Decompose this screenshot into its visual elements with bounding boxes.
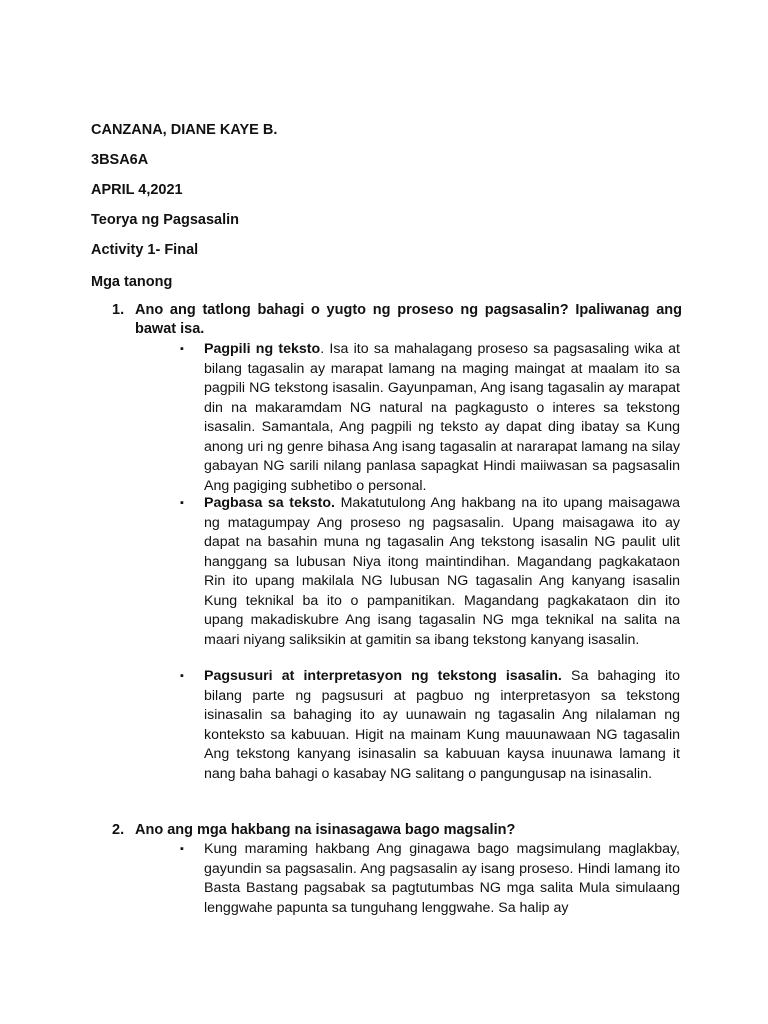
questions-heading: Mga tanong	[91, 274, 173, 290]
bullet-lead: Pagpili ng teksto	[204, 341, 321, 357]
subject-title: Teorya ng Pagsasalin	[91, 212, 240, 228]
bullet-marker-icon: ▪	[180, 497, 184, 509]
bullet-body: Sa bahaging ito bilang parte ng pagsusuri at pagbuo ng interpretasyon sa tekstong isinasalin sa bahaging ito ay uunawain ng tagasalin Ang nilalaman ng konteksto sa kabuuan. Higit na mainam Kung mauunawaan NG tagasalin Ang tekstong kanyang isinasalin sa kabuuan kaysa inuunawa lamang it nang baha bahagi o kasabay NG salitang o pangungusap na isinasalin.	[204, 668, 680, 782]
question-number: 2.	[112, 822, 125, 838]
question-number: 1.	[112, 302, 125, 318]
bullet-marker-icon: ▪	[180, 843, 184, 855]
question-text: Ano ang tatlong bahagi o yugto ng proseso ng pagsasalin? Ipaliwanag ang bawat isa.	[135, 302, 682, 337]
bullet-lead: Pagsusuri at interpretasyon ng tekstong isasalin.	[204, 668, 562, 684]
bullet-body: . Isa ito sa mahalagang proseso sa pagsasaling wika at bilang tagasalin ay marapat lamang na maging maingat at maalam ito sa pagpili NG tekstong isasalin. Gayunpaman, Ang isang tagasalin ay marapat din na makaramdam NG natural na pagkagusto o interes sa tekstong isasalin. Samantala, Ang pagpili ng teksto ay dapat ding ibatay sa Kung anong uri ng genre bihasa Ang isang tagasalin at nararapat lamang na silay gabayan NG sarili nilang panlasa sapagkat Hindi maiiwasan sa pagsasalin Ang pagiging subhetibo o personal.	[204, 341, 680, 494]
answer-bullet	[180, 667, 680, 784]
bullet-body: Makatutulong Ang hakbang na ito upang maisagawa ng matagumpay Ang proseso ng pagsasalin. Upang maisagawa ito ay dapat na basahin muna ng tagasalin Ang tekstong isasalin NG paulit ulit hanggang sa lubusan Niya itong maintindihan. Magandang pagkakataon Rin ito upang makilala NG lubusan NG tagasalin Ang kanyang isasalin Kung teknikal ba ito o pampanitikan. Magandang pagkakataon din ito upang makadiskubre Ang isang tagasalin NG mga teknikal na salita na maari niyang saliksikin at gamitin sa ibang tekstong kanyang isasalin.	[204, 495, 680, 648]
bullet-marker-icon: ▪	[180, 343, 184, 355]
bullet-marker-icon: ▪	[180, 670, 184, 682]
student-section: 3BSA6A	[91, 152, 149, 168]
answer-bullet	[180, 340, 680, 496]
question-2	[112, 821, 682, 840]
bullet-body: Kung maraming hakbang Ang ginagawa bago magsimulang maglakbay, gayundin sa pagsasalin. Ang pagsasalin ay isang proseso. Hindi lamang ito Basta Bastang pagsabak sa pagtutumbas NG mga salita Mula simulaang lenggwahe papunta sa tunguhang lenggwahe. Sa halip ay	[204, 841, 680, 916]
answer-bullet	[180, 840, 680, 918]
question-text: Ano ang mga hakbang na isinasagawa bago magsalin?	[135, 822, 516, 838]
student-name: CANZANA, DIANE KAYE B.	[91, 122, 278, 138]
answer-bullet	[180, 494, 680, 650]
bullet-lead: Pagbasa sa teksto.	[204, 495, 335, 511]
document-date: APRIL 4,2021	[91, 182, 183, 198]
question-1	[112, 301, 682, 339]
activity-title: Activity 1- Final	[91, 242, 199, 258]
